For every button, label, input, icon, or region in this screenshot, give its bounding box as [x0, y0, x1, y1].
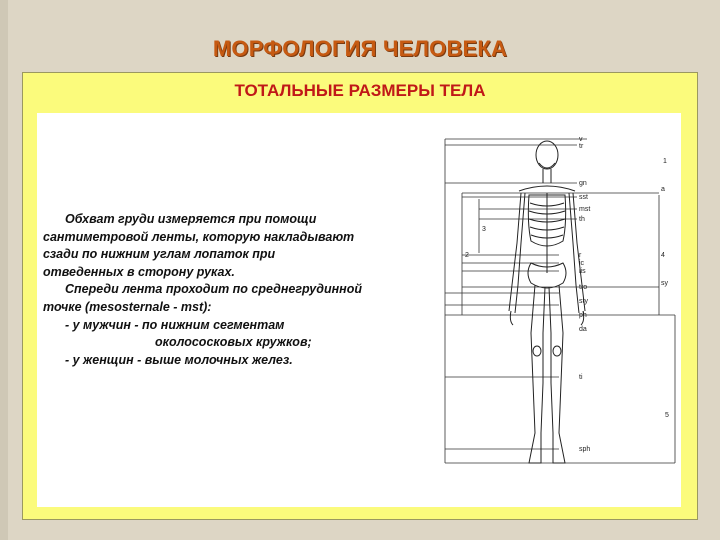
dimension-label: 2	[465, 252, 469, 259]
body-measurement-diagram	[409, 133, 681, 483]
slide-edge-stripe	[0, 0, 8, 540]
description-line: Спереди лента проходит по среднегрудинной	[65, 282, 362, 297]
point-label: sst	[579, 194, 588, 201]
description-line: околососковых кружков;	[155, 335, 312, 350]
description-line: - у мужчин - по нижним сегментам	[65, 317, 285, 332]
description-line: сзади по нижним углам лопаток при	[43, 247, 276, 262]
point-label: tr	[579, 143, 584, 150]
description-line: точке (mesosternale - mst):	[43, 299, 212, 314]
point-label: da	[579, 326, 587, 333]
description-line: отведенных в сторону руках.	[43, 264, 235, 279]
description-line: - у женщин - выше молочных желез.	[65, 352, 293, 367]
description-line: сантиметровой ленты, которую накладывают	[43, 229, 355, 244]
skeleton-diagram	[409, 133, 681, 483]
figure-panel	[37, 113, 681, 507]
point-label: sy	[661, 280, 668, 287]
content-panel	[22, 72, 698, 520]
point-label: a	[661, 186, 665, 193]
measurement-description	[43, 211, 415, 369]
point-label: iis	[579, 268, 586, 275]
point-label: th	[579, 216, 585, 223]
point-label: gn	[579, 180, 587, 187]
point-label: mst	[579, 206, 591, 213]
point-label: tro	[579, 284, 588, 291]
dimension-label: 1	[663, 158, 667, 165]
point-label: v	[579, 136, 583, 143]
point-label: ph	[579, 312, 587, 319]
slide-title: МОРФОЛОГИЯ ЧЕЛОВЕКА	[212, 36, 508, 61]
dimension-label: 4	[661, 252, 665, 259]
point-label: sty	[579, 298, 588, 305]
point-label: ic	[579, 260, 585, 267]
point-label: sph	[579, 446, 591, 453]
point-label: r	[579, 252, 582, 259]
dimension-label: 5	[665, 412, 669, 419]
dimension-label: 3	[482, 226, 486, 233]
point-label: ti	[579, 374, 583, 381]
subtitle: ТОТАЛЬНЫЕ РАЗМЕРЫ ТЕЛА	[234, 81, 486, 100]
description-line: Обхват груди измеряется при помощи	[65, 212, 317, 226]
